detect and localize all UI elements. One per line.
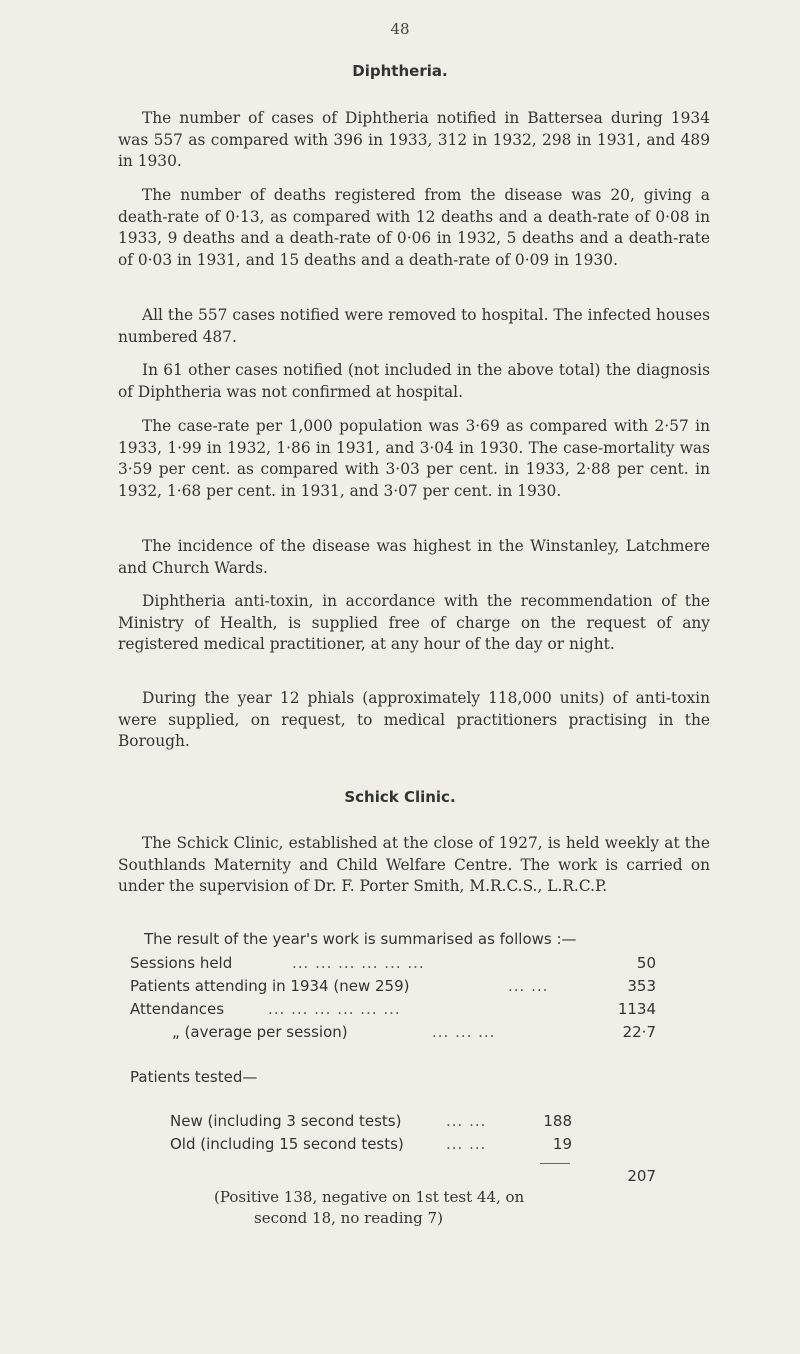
tested-heading: Patients tested— [130, 1068, 258, 1086]
tested-value: 19 [552, 1135, 572, 1153]
paragraph-antitoxin: Diphtheria anti-toxin, in accordance with the recommendation of the Ministry of Health, is supplied free of charge on the request of any registered medical practitioner, at any hour of the day or night. [118, 592, 710, 653]
leader-dots: ... ... [508, 977, 549, 995]
tested-value: 188 [543, 1112, 572, 1130]
page-number: 48 [390, 20, 410, 38]
subtotal-rule [540, 1163, 570, 1164]
leader-dots: ... ... ... ... ... ... [268, 1000, 401, 1018]
summary-value: 353 [627, 977, 656, 995]
paragraph-not-confirmed: In 61 other cases notified (not included in the above total) the diagnosis of Diphtheria was not confirmed at hospital. [118, 361, 710, 401]
summary-label: Sessions held [130, 954, 233, 972]
leader-dots: ... ... ... [432, 1023, 496, 1041]
paragraph-phials: During the year 12 phials (approximately 118,000 units) of anti-toxin were supplied, on request, to medical practitioners practising in the Borough. [118, 689, 710, 750]
schick-heading: Schick Clinic. [344, 788, 456, 806]
tested-total-value: 207 [627, 1167, 656, 1185]
summary-value: 22·7 [622, 1023, 656, 1041]
summary-label: Patients attending in 1934 (new 259) [130, 977, 410, 995]
tested-label: New (including 3 second tests) [170, 1112, 402, 1130]
paragraph-schick-intro: The Schick Clinic, established at the close of 1927, is held weekly at the Southlands Maternity and Child Welfare Centre. The work is carried on under the supervision of Dr. F. Porter Smith, M.R.C.S., L.R.C.P. [118, 834, 710, 895]
results-note-line-2: second 18, no reading 7) [254, 1209, 443, 1227]
paragraph-case-rate: The case-rate per 1,000 population was 3·69 as compared with 2·57 in 1933, 1·99 in 1932, 1·86 in 1931, and 3·04 in 1930. The case-mortality was 3·59 per cent. as compared with 3·03 per cent. in 1933, 2·88 per cent. in 1932, 1·68 per cent. in 1931, and 3·07 per cent. in 1930. [118, 417, 710, 500]
results-note-line-1: (Positive 138, negative on 1st test 44, on [214, 1188, 525, 1206]
summary-label: Attendances [130, 1000, 225, 1018]
paragraph-deaths: The number of deaths registered from the disease was 20, giving a death-rate of 0·13, as compared with 12 deaths and a death-rate of 0·08 in 1933, 9 deaths and a death-rate of 0·06 in 1932, 5 deaths and a death-rate of 0·03 in 1931, and 15 deaths and a death-rate of 0·09 in 1930. [118, 186, 710, 269]
summary-value: 50 [636, 954, 656, 972]
summary-intro: The result of the year's work is summarised as follows :— [144, 930, 577, 948]
paragraph-cases: The number of cases of Diphtheria notified in Battersea during 1934 was 557 as compared with 396 in 1933, 312 in 1932, 298 in 1931, and 489 in 1930. [118, 109, 710, 170]
summary-label: „ (average per session) [172, 1023, 348, 1041]
paragraph-removed: All the 557 cases notified were removed to hospital. The infected houses numbered 487. [118, 306, 710, 346]
leader-dots: ... ... [446, 1135, 487, 1153]
paragraph-incidence: The incidence of the disease was highest in the Winstanley, Latchmere and Church Wards. [118, 537, 710, 577]
summary-value: 1134 [617, 1000, 656, 1018]
leader-dots: ... ... [446, 1112, 487, 1130]
leader-dots: ... ... ... ... ... ... [292, 954, 425, 972]
tested-label: Old (including 15 second tests) [170, 1135, 404, 1153]
diphtheria-heading: Diphtheria. [352, 62, 448, 80]
